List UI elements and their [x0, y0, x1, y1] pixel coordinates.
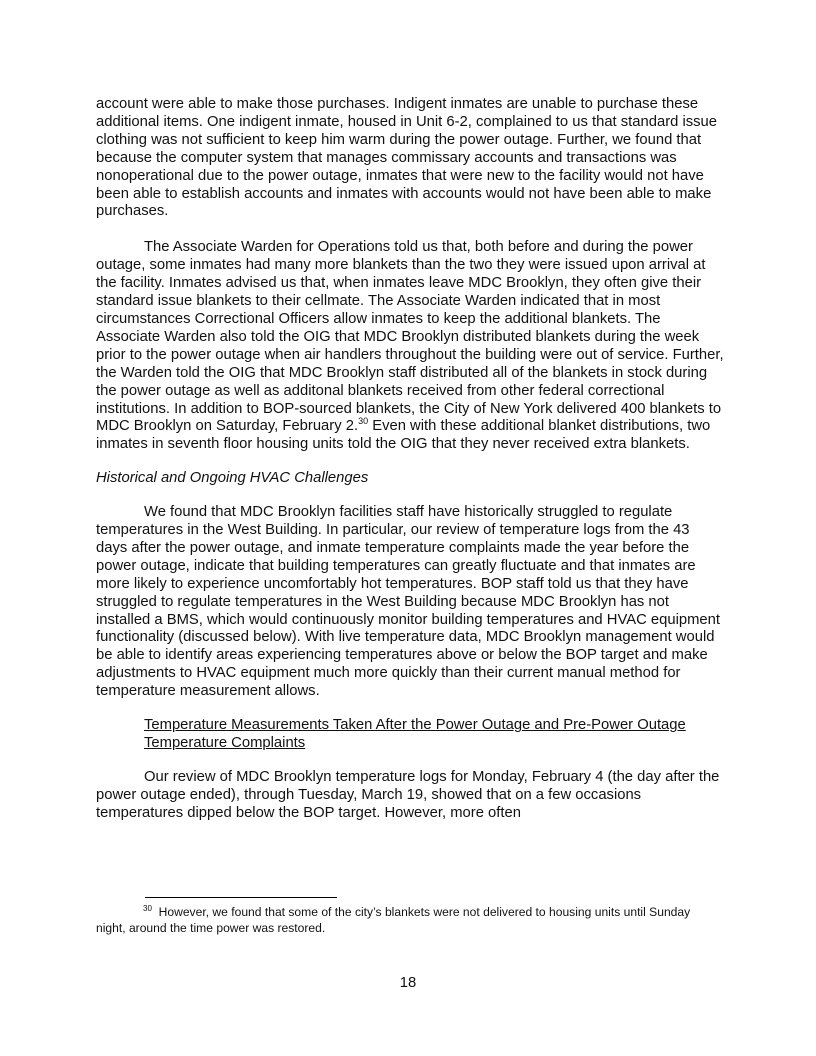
paragraph-blankets-continued: Even with these additional blanket distributions, two inmates in seventh floor housing units told the OIG that they never received extra blankets.	[96, 418, 711, 453]
paragraph-temperature-logs: Our review of MDC Brooklyn temperature logs for Monday, February 4 (the day after the power outage ended), through Tuesday, March 19, showed that on a few occasions temperatures dipped below the BOP target. However, more often	[96, 768, 720, 821]
page-body	[96, 96, 724, 823]
footnote-reference[interactable]: 30	[358, 416, 369, 427]
page-number: 18	[399, 975, 417, 991]
subsection-heading: Temperature Measurements Taken After the Power Outage and Pre-Power Outage Temperature Complaints	[144, 717, 686, 751]
paragraph-commissary: account were able to make those purchases. Indigent inmates are unable to purchase these additional items. One indigent inmate, housed in Unit 6-2, complained to us that standard issue clothing was not sufficient to keep him warm during the power outage. Further, we found that because the computer system that manages commissary accounts and transactions was nonoperational due to the power outage, inmates that were new to the facility would not have been able to establish accounts and inmates with accounts would not have been able to make purchases.	[96, 96, 718, 220]
paragraph-hvac: We found that MDC Brooklyn facilities staff have historically struggled to regulate temperatures in the West Building. In particular, our review of temperature logs from the 43 days after the power outage, and inmate temperature complaints made the year before the power outage, indicate that building temperatures can greatly fluctuate and that inmates are more likely to experience uncomfortably hot temperatures. BOP staff told us that they have struggled to regulate temperatures in the West Building because MDC Brooklyn has not installed a BMS, which would continuously monitor building temperatures and HVAC equipment functionality (discussed below). With live temperature data, MDC Brooklyn management would be able to identify areas experiencing temperatures above or below the BOP target and make adjustments to HVAC equipment much more quickly than their current manual method for temperature measurement allows.	[96, 504, 720, 700]
footnote	[96, 904, 722, 937]
section-heading: Historical and Ongoing HVAC Challenges	[96, 470, 369, 487]
footnote-number: 30	[143, 904, 152, 913]
paragraph-blankets-text: The Associate Warden for Operations told us that, both before and during the power outage, some inmates had many more blankets than the two they were issued upon arrival at the facility. Inmates advised us that, when inmates leave MDC Brooklyn, they often give their standard issue blankets to their cellmate. The Associate Warden indicated that in most circumstances Correctional Officers allow inmates to keep the additional blankets. The Associate Warden also told the OIG that MDC Brooklyn distributed blankets during the week prior to the power outage when air handlers throughout the building were out of service. Further, the Warden told the OIG that MDC Brooklyn staff distributed all of the blankets in stock during the power outage as well as additonal blankets received from other federal correctional institutions. In addition to BOP-sourced blankets, the City of New York delivered 400 blankets to MDC Brooklyn on Saturday, February 2.	[96, 239, 724, 435]
footnote-divider	[145, 897, 337, 898]
footnote-text: However, we found that some of the city’s blankets were not delivered to housing units until Sunday night, around the time power was restored.	[96, 905, 691, 936]
paragraph-blankets	[96, 239, 724, 454]
